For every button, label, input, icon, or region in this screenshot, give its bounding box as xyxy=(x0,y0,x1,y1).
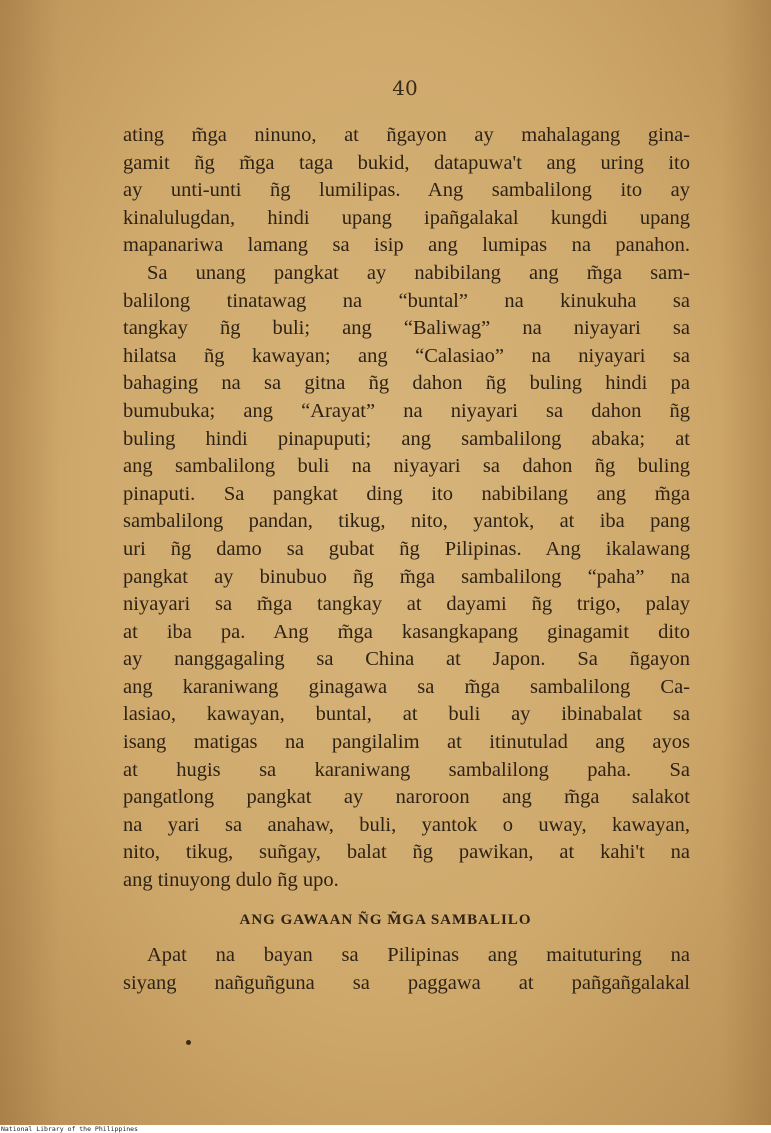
text-line: ating m̃ga ninuno, at ñgayon ay mahalagang gina- xyxy=(123,124,690,146)
body-text-continued xyxy=(123,942,690,997)
text-line: Sa unang pangkat ay nabibilang ang m̃ga sam- xyxy=(147,261,690,284)
text-line: Apat na bayan sa Pilipinas ang maituturing na xyxy=(147,944,690,966)
ink-speck xyxy=(186,1040,191,1045)
text-line: uri ñg damo sa gubat ñg Pilipinas. Ang ikalawang xyxy=(123,537,690,560)
text-line: na yari sa anahaw, buli, yantok o uway, kawayan, xyxy=(123,813,690,836)
text-line: isang matigas na pangilalim at itinutulad ang ayos xyxy=(123,731,690,754)
section-heading: ANG GAWAAN ÑG M̃GA SAMBALILO xyxy=(239,912,532,928)
text-line: nito, tikug, suñgay, balat ñg pawikan, at kahi't na xyxy=(123,841,690,864)
text-line: bumubuka; ang “Arayat” na niyayari sa dahon ñg xyxy=(123,399,690,422)
text-line: lasiao, kawayan, buntal, at buli ay ibinabalat sa xyxy=(123,703,690,726)
text-line: tangkay ñg buli; ang “Baliwag” na niyayari sa xyxy=(123,317,690,340)
text-line: at iba pa. Ang m̃ga kasangkapang ginagamit dito xyxy=(123,620,690,643)
text-line: buling hindi pinapuputi; ang sambalilong abaka; at xyxy=(123,427,690,450)
body-text xyxy=(123,122,690,895)
text-line: kinalulugdan, hindi upang ipañgalakal kungdi upang xyxy=(123,206,690,229)
text-line: niyayari sa m̃ga tangkay at dayami ñg trigo, palay xyxy=(123,593,690,616)
text-line: bahaging na sa gitna ñg dahon ñg buling hindi pa xyxy=(123,372,690,395)
text-line: ang tinuyong dulo ñg upo. xyxy=(123,869,339,892)
text-line: at hugis sa karaniwang sambalilong paha. Sa xyxy=(123,758,690,781)
text-line: ang karaniwang ginagawa sa m̃ga sambalilong Ca- xyxy=(123,675,690,698)
text-line: pinaputi. Sa pangkat ding ito nabibilang ang m̃ga xyxy=(123,482,690,505)
text-line: hilatsa ñg kawayan; ang “Calasiao” na niyayari sa xyxy=(123,344,690,367)
text-line: balilong tinatawag na “buntal” na kinukuha sa xyxy=(123,289,690,312)
text-line: siyang nañguñguna sa paggawa at pañgañgalakal xyxy=(123,971,690,994)
footer-credit: National Library of the Philippines xyxy=(0,1125,771,1133)
text-line: pangatlong pangkat ay naroroon ang m̃ga salakot xyxy=(123,786,690,809)
page-number: 40 xyxy=(392,76,418,100)
text-line: gamit ñg m̃ga taga bukid, datapuwa't ang uring ito xyxy=(123,151,690,174)
text-line: mapanariwa lamang sa isip ang lumipas na panahon. xyxy=(123,234,690,257)
text-line: ay nanggagaling sa China at Japon. Sa ñgayon xyxy=(123,648,690,671)
text-line: pangkat ay binubuo ñg m̃ga sambalilong “paha” na xyxy=(123,565,690,588)
text-line: ang sambalilong buli na niyayari sa dahon ñg buling xyxy=(123,455,690,478)
text-line: sambalilong pandan, tikug, nito, yantok, at iba pang xyxy=(123,510,690,533)
text-line: ay unti-unti ñg lumilipas. Ang sambalilong ito ay xyxy=(123,179,690,202)
